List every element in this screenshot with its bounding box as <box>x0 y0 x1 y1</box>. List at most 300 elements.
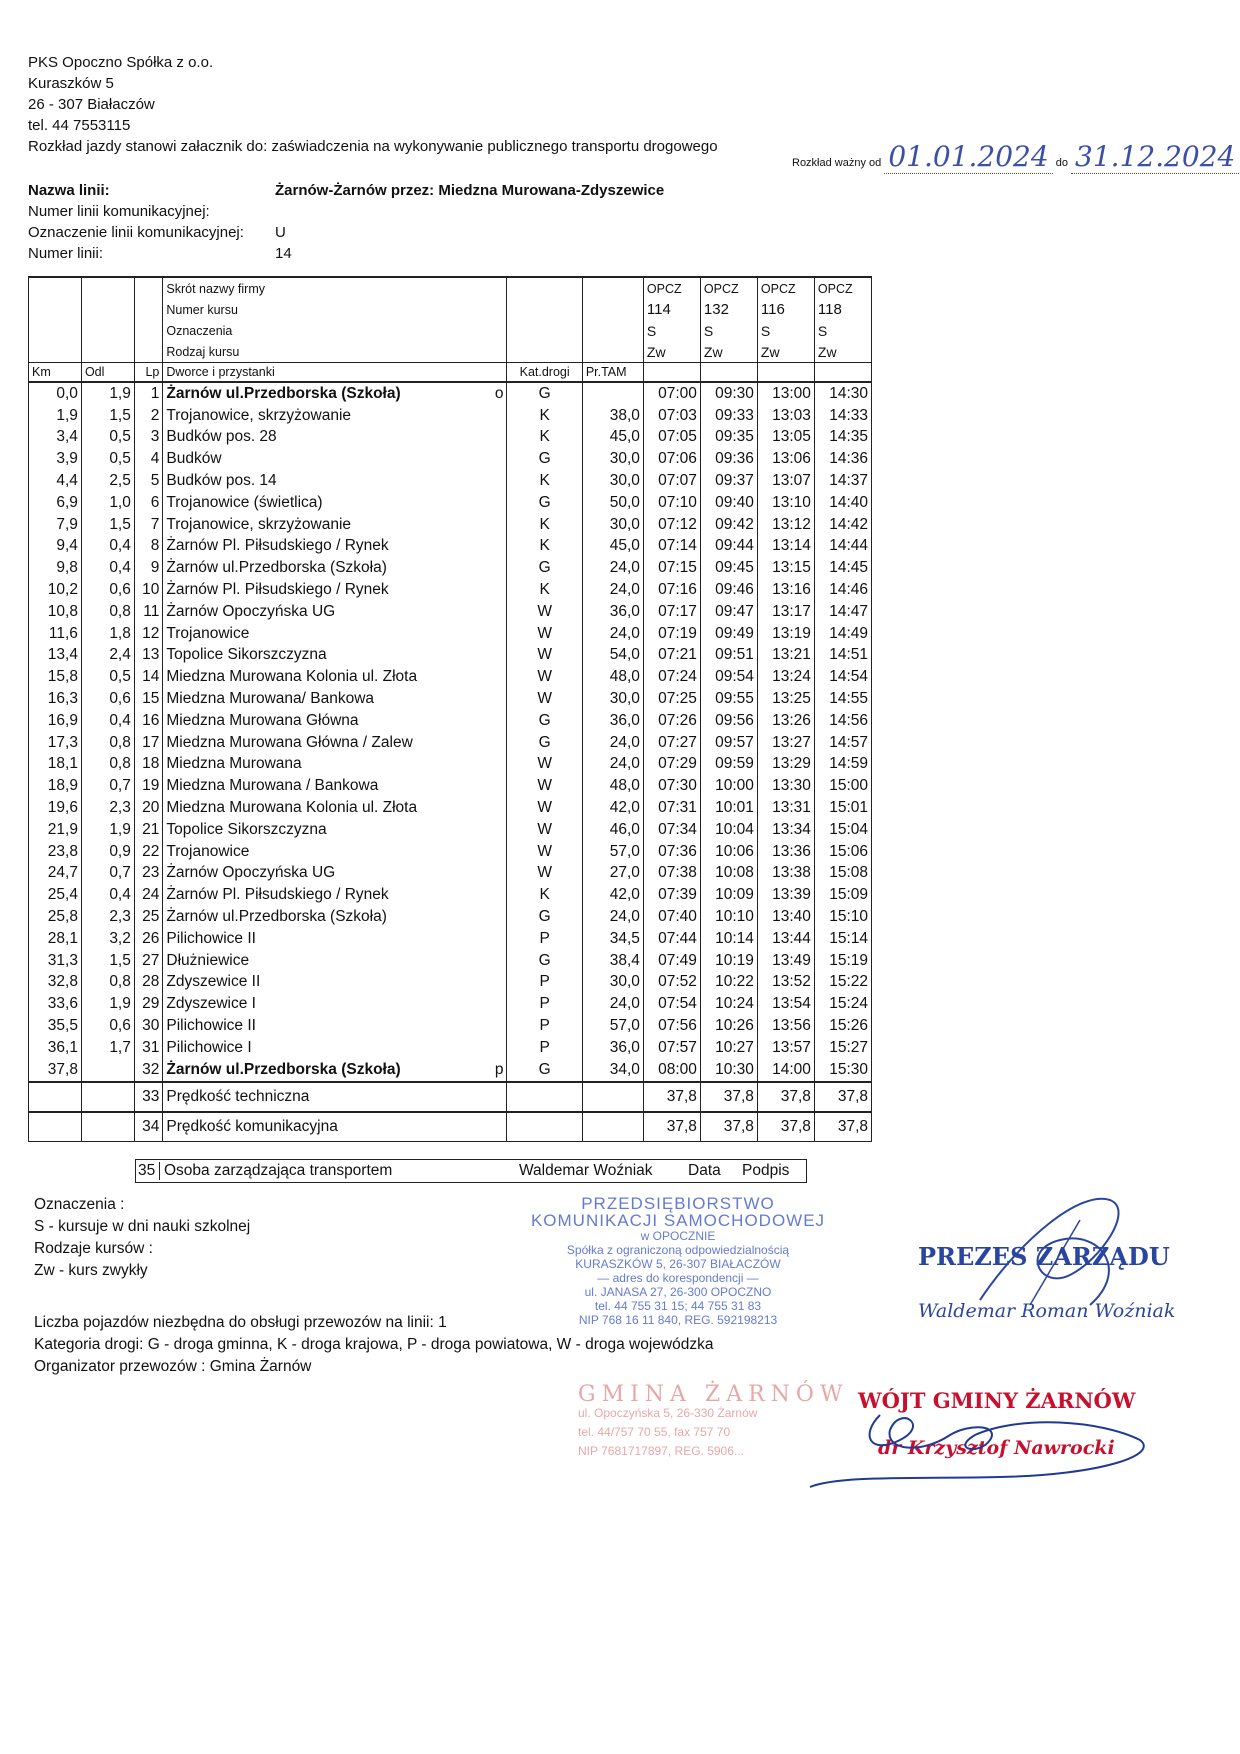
cell-distance: 1,9 <box>81 382 134 405</box>
cell-distance: 1,0 <box>81 492 134 514</box>
cell-speed: 54,0 <box>582 645 643 667</box>
stop-name: Miedzna Murowana <box>166 755 302 773</box>
course-mark: S <box>700 320 757 341</box>
cell-time: 15:01 <box>814 797 871 819</box>
cell-distance: 0,8 <box>81 754 134 776</box>
stop-name: Budków pos. 14 <box>166 472 277 490</box>
col-header-odl: Odl <box>81 363 134 383</box>
organizer: Organizator przewozów : Gmina Żarnów <box>34 1358 312 1375</box>
cell-speed: 57,0 <box>582 841 643 863</box>
cell-distance: 0,4 <box>81 710 134 732</box>
stamp-line: KURASZKÓW 5, 26-307 BIAŁACZÓW <box>575 1257 781 1271</box>
stamp-line: KOMUNIKACJI SAMOCHODOWEJ <box>530 1211 826 1230</box>
cell-time: 13:00 <box>757 382 814 405</box>
cell-time: 07:34 <box>643 819 700 841</box>
course-mark: S <box>643 320 700 341</box>
cell-km: 31,3 <box>29 950 82 972</box>
table-row <box>29 993 872 1015</box>
summary-label: Prędkość komunikacyjna <box>163 1112 507 1142</box>
cell-km: 21,9 <box>29 819 82 841</box>
cell-road-category: K <box>507 514 582 536</box>
cell-speed: 38,0 <box>582 405 643 427</box>
header-empty-km <box>29 299 82 320</box>
cell-time: 14:00 <box>757 1059 814 1082</box>
cell-lp: 13 <box>134 645 163 667</box>
cell-lp: 29 <box>134 993 163 1015</box>
cell-time: 14:59 <box>814 754 871 776</box>
header-empty-pr <box>582 299 643 320</box>
header-empty-kat <box>507 341 582 363</box>
cell-stop <box>163 382 507 405</box>
cell-lp: 27 <box>134 950 163 972</box>
stamp-line: ul. JANASA 27, 26-300 OPOCZNO <box>584 1285 772 1299</box>
cell-time: 14:45 <box>814 557 871 579</box>
cell-distance: 0,9 <box>81 841 134 863</box>
cell-km: 10,2 <box>29 579 82 601</box>
stop-name: Miedzna Murowana Główna / Zalew <box>166 733 413 751</box>
cell-time: 14:44 <box>814 536 871 558</box>
cell-speed: 30,0 <box>582 688 643 710</box>
stamp-line: ul. Opoczyńska 5, 26-330 Żarnów <box>578 1406 758 1420</box>
cell-km: 1,9 <box>29 405 82 427</box>
cell-time: 15:06 <box>814 841 871 863</box>
cell-lp: 23 <box>134 863 163 885</box>
cell-time: 07:25 <box>643 688 700 710</box>
company-city: 26 - 307 Białaczów <box>28 96 155 113</box>
cell-speed: 34,0 <box>582 1059 643 1082</box>
cell-road-category: G <box>507 950 582 972</box>
course-attribute-label: Oznaczenia <box>163 320 507 341</box>
stop-name: Dłużniewice <box>166 951 250 969</box>
cell-time: 09:46 <box>700 579 757 601</box>
cell-time: 14:37 <box>814 470 871 492</box>
cell-time: 15:30 <box>814 1059 871 1082</box>
cell-speed: 48,0 <box>582 775 643 797</box>
course-number: 114 <box>643 299 700 320</box>
stop-mark: p <box>494 1060 504 1078</box>
cell-km: 6,9 <box>29 492 82 514</box>
cell-road-category: W <box>507 601 582 623</box>
summary-label: Prędkość techniczna <box>163 1082 507 1112</box>
table-row <box>29 492 872 514</box>
header-empty-odl <box>81 320 134 341</box>
cell-road-category: P <box>507 972 582 994</box>
table-row <box>29 906 872 928</box>
cell-lp: 19 <box>134 775 163 797</box>
summary-empty <box>29 1082 82 1112</box>
cell-road-category: K <box>507 470 582 492</box>
table-row <box>29 536 872 558</box>
cell-km: 9,4 <box>29 536 82 558</box>
course-type: Zw <box>643 341 700 363</box>
cell-time: 07:56 <box>643 1015 700 1037</box>
cell-lp: 26 <box>134 928 163 950</box>
course-firm: OPCZ <box>700 277 757 299</box>
prezes-stamp-title: PREZES ZARZĄDU <box>918 1242 1170 1271</box>
cell-road-category: W <box>507 666 582 688</box>
cell-speed: 30,0 <box>582 972 643 994</box>
stop-name: Pilichowice I <box>166 1038 252 1056</box>
cell-distance: 0,4 <box>81 536 134 558</box>
cell-time: 14:33 <box>814 405 871 427</box>
summary-row <box>29 1112 872 1142</box>
course-type: Zw <box>700 341 757 363</box>
cell-distance: 0,4 <box>81 557 134 579</box>
cell-stop <box>163 928 507 950</box>
cell-time: 07:10 <box>643 492 700 514</box>
col-header-lp: Lp <box>134 363 163 383</box>
cell-km: 9,8 <box>29 557 82 579</box>
stop-name: Trojanowice, skrzyżowanie <box>166 406 352 424</box>
cell-lp: 30 <box>134 1015 163 1037</box>
cell-road-category: W <box>507 754 582 776</box>
cell-time: 15:22 <box>814 972 871 994</box>
cell-km: 16,9 <box>29 710 82 732</box>
table-row <box>29 775 872 797</box>
col-header-stops: Dworce i przystanki <box>163 363 507 383</box>
cell-speed: 38,4 <box>582 950 643 972</box>
cell-distance: 0,6 <box>81 688 134 710</box>
cell-time: 13:12 <box>757 514 814 536</box>
summary-empty <box>81 1112 134 1142</box>
summary-empty <box>507 1082 582 1112</box>
cell-time: 10:27 <box>700 1037 757 1059</box>
cell-time: 07:24 <box>643 666 700 688</box>
cell-distance: 1,9 <box>81 993 134 1015</box>
cell-speed: 24,0 <box>582 754 643 776</box>
cell-distance: 2,5 <box>81 470 134 492</box>
cell-time: 07:57 <box>643 1037 700 1059</box>
transport-manager-box <box>135 1159 807 1183</box>
cell-km: 28,1 <box>29 928 82 950</box>
cell-time: 13:17 <box>757 601 814 623</box>
header-empty-km <box>29 341 82 363</box>
course-type: Zw <box>757 341 814 363</box>
cell-time: 09:45 <box>700 557 757 579</box>
cell-time: 10:24 <box>700 993 757 1015</box>
cell-km: 3,4 <box>29 427 82 449</box>
manager-lp: 35 <box>138 1162 160 1180</box>
validity-from-date: 01.01.2024 <box>888 140 1049 173</box>
cell-time: 13:25 <box>757 688 814 710</box>
cell-time: 09:37 <box>700 470 757 492</box>
cell-stop <box>163 557 507 579</box>
table-row <box>29 863 872 885</box>
cell-stop <box>163 579 507 601</box>
cell-time: 13:30 <box>757 775 814 797</box>
cell-time: 07:14 <box>643 536 700 558</box>
cell-road-category: P <box>507 1037 582 1059</box>
cell-distance <box>81 1059 134 1082</box>
col-header-empty <box>757 363 814 383</box>
course-mark: S <box>814 320 871 341</box>
cell-time: 13:39 <box>757 884 814 906</box>
cell-road-category: G <box>507 492 582 514</box>
col-header-empty <box>814 363 871 383</box>
cell-time: 13:49 <box>757 950 814 972</box>
legend-zw: Zw - kurs zwykły <box>34 1262 148 1279</box>
cell-road-category: K <box>507 884 582 906</box>
cell-distance: 0,7 <box>81 863 134 885</box>
cell-time: 15:14 <box>814 928 871 950</box>
legend-s: S - kursuje w dni nauki szkolnej <box>34 1218 251 1235</box>
stop-name: Zdyszewice I <box>166 995 256 1013</box>
cell-distance: 0,8 <box>81 732 134 754</box>
cell-time: 13:10 <box>757 492 814 514</box>
stop-name: Budków <box>166 450 222 468</box>
cell-time: 14:30 <box>814 382 871 405</box>
cell-stop <box>163 405 507 427</box>
cell-km: 17,3 <box>29 732 82 754</box>
header-empty-kat <box>507 320 582 341</box>
stop-name: Trojanowice <box>166 842 250 860</box>
cell-lp: 31 <box>134 1037 163 1059</box>
summary-empty <box>507 1112 582 1142</box>
cell-distance: 0,8 <box>81 601 134 623</box>
stamp-line: NIP 768 16 11 840, REG. 592198213 <box>578 1313 778 1327</box>
cell-time: 13:29 <box>757 754 814 776</box>
table-row <box>29 427 872 449</box>
cell-road-category: G <box>507 1059 582 1082</box>
cell-distance: 1,7 <box>81 1037 134 1059</box>
stop-name: Trojanowice <box>166 624 250 642</box>
cell-distance: 0,5 <box>81 448 134 470</box>
cell-time: 13:27 <box>757 732 814 754</box>
summary-value: 37,8 <box>643 1082 700 1112</box>
wojt-signature <box>800 1395 1160 1490</box>
stamp-line: — adres do korespondencji — <box>597 1271 759 1285</box>
stop-name: Trojanowice (świetlica) <box>166 493 323 511</box>
table-row <box>29 884 872 906</box>
cell-stop <box>163 1015 507 1037</box>
cell-road-category: G <box>507 906 582 928</box>
manager-name: Waldemar Woźniak <box>519 1162 653 1179</box>
vehicles-count: Liczba pojazdów niezbędna do obsługi przewozów na linii: 1 <box>34 1314 447 1331</box>
cell-time: 13:06 <box>757 448 814 470</box>
cell-km: 18,1 <box>29 754 82 776</box>
cell-road-category: W <box>507 863 582 885</box>
cell-km: 16,3 <box>29 688 82 710</box>
cell-time: 07:27 <box>643 732 700 754</box>
cell-distance: 0,8 <box>81 972 134 994</box>
cell-time: 07:03 <box>643 405 700 427</box>
cell-distance: 1,5 <box>81 405 134 427</box>
summary-value: 37,8 <box>814 1112 871 1142</box>
cell-time: 10:30 <box>700 1059 757 1082</box>
cell-distance: 1,8 <box>81 623 134 645</box>
cell-stop <box>163 775 507 797</box>
cell-lp: 11 <box>134 601 163 623</box>
table-row <box>29 557 872 579</box>
cell-time: 14:49 <box>814 623 871 645</box>
table-row <box>29 405 872 427</box>
col-header-km: Km <box>29 363 82 383</box>
cell-time: 14:35 <box>814 427 871 449</box>
cell-time: 14:54 <box>814 666 871 688</box>
cell-distance: 0,5 <box>81 666 134 688</box>
cell-time: 10:19 <box>700 950 757 972</box>
cell-time: 10:06 <box>700 841 757 863</box>
cell-stop <box>163 819 507 841</box>
course-mark: S <box>757 320 814 341</box>
cell-stop <box>163 732 507 754</box>
cell-km: 10,8 <box>29 601 82 623</box>
line-nr-label: Numer linii: <box>28 245 104 262</box>
cell-time: 09:33 <box>700 405 757 427</box>
cell-km: 33,6 <box>29 993 82 1015</box>
cell-speed: 34,5 <box>582 928 643 950</box>
cell-time: 10:09 <box>700 884 757 906</box>
cell-lp: 24 <box>134 884 163 906</box>
header-empty-pr <box>582 320 643 341</box>
cell-road-category: G <box>507 710 582 732</box>
cell-speed: 24,0 <box>582 557 643 579</box>
cell-distance: 0,6 <box>81 1015 134 1037</box>
cell-stop <box>163 797 507 819</box>
header-empty-pr <box>582 341 643 363</box>
summary-value: 37,8 <box>700 1082 757 1112</box>
cell-lp: 15 <box>134 688 163 710</box>
cell-time: 10:26 <box>700 1015 757 1037</box>
course-firm: OPCZ <box>757 277 814 299</box>
footer-notes <box>34 1312 713 1378</box>
cell-time: 15:10 <box>814 906 871 928</box>
cell-time: 09:40 <box>700 492 757 514</box>
cell-time: 13:54 <box>757 993 814 1015</box>
table-row <box>29 1037 872 1059</box>
cell-road-category: P <box>507 993 582 1015</box>
cell-speed: 36,0 <box>582 1037 643 1059</box>
cell-time: 09:35 <box>700 427 757 449</box>
cell-road-category: G <box>507 557 582 579</box>
cell-time: 07:21 <box>643 645 700 667</box>
course-attribute-label: Numer kursu <box>163 299 507 320</box>
table-row <box>29 710 872 732</box>
cell-stop <box>163 688 507 710</box>
cell-time: 09:42 <box>700 514 757 536</box>
cell-distance: 1,5 <box>81 514 134 536</box>
stop-name: Żarnów Pl. Piłsudskiego / Rynek <box>166 581 389 599</box>
cell-stop <box>163 1037 507 1059</box>
cell-lp: 14 <box>134 666 163 688</box>
table-row <box>29 797 872 819</box>
cell-time: 07:36 <box>643 841 700 863</box>
stop-name: Żarnów ul.Przedborska (Szkoła) <box>166 908 387 926</box>
cell-time: 13:36 <box>757 841 814 863</box>
cell-time: 14:36 <box>814 448 871 470</box>
cell-speed: 27,0 <box>582 863 643 885</box>
cell-distance: 0,5 <box>81 427 134 449</box>
cell-road-category: P <box>507 928 582 950</box>
stamp-line: NIP 7681717897, REG. 5906... <box>578 1444 744 1458</box>
cell-time: 09:47 <box>700 601 757 623</box>
stop-name: Topolice Sikorszczyzna <box>166 646 327 664</box>
cell-lp: 12 <box>134 623 163 645</box>
cell-time: 09:51 <box>700 645 757 667</box>
course-firm: OPCZ <box>814 277 871 299</box>
cell-time: 07:54 <box>643 993 700 1015</box>
stop-name: Miedzna Murowana/ Bankowa <box>166 690 375 708</box>
wojt-stamp-title: WÓJT GMINY ŻARNÓW <box>858 1388 1136 1413</box>
cell-time: 13:05 <box>757 427 814 449</box>
cell-time: 09:56 <box>700 710 757 732</box>
cell-lp: 10 <box>134 579 163 601</box>
cell-time: 07:29 <box>643 754 700 776</box>
cell-time: 07:38 <box>643 863 700 885</box>
cell-speed: 45,0 <box>582 536 643 558</box>
cell-distance: 2,4 <box>81 645 134 667</box>
table-row <box>29 928 872 950</box>
cell-stop <box>163 492 507 514</box>
cell-stop <box>163 754 507 776</box>
cell-stop <box>163 950 507 972</box>
cell-speed: 24,0 <box>582 993 643 1015</box>
table-row <box>29 1059 872 1082</box>
course-attribute-label: Rodzaj kursu <box>163 341 507 363</box>
cell-km: 24,7 <box>29 863 82 885</box>
cell-time: 13:44 <box>757 928 814 950</box>
header-empty-lp <box>134 320 163 341</box>
cell-road-category: G <box>507 448 582 470</box>
stop-name: Zdyszewice II <box>166 973 261 991</box>
cell-time: 10:01 <box>700 797 757 819</box>
legend <box>34 1194 250 1282</box>
course-header-row <box>29 320 872 341</box>
manager-label: Osoba zarządzająca transportem <box>164 1162 393 1179</box>
cell-stop <box>163 666 507 688</box>
stop-name: Topolice Sikorszczyzna <box>166 820 327 838</box>
table-row <box>29 688 872 710</box>
line-designation-label: Oznaczenie linii komunikacyjnej: <box>28 224 244 241</box>
table-row <box>29 819 872 841</box>
cell-time: 07:26 <box>643 710 700 732</box>
cell-road-category: K <box>507 536 582 558</box>
course-number: 116 <box>757 299 814 320</box>
company-phone: tel. 44 7553115 <box>28 117 131 134</box>
cell-km: 35,5 <box>29 1015 82 1037</box>
cell-time: 09:49 <box>700 623 757 645</box>
timetable <box>28 276 872 1142</box>
cell-stop <box>163 906 507 928</box>
cell-speed: 36,0 <box>582 601 643 623</box>
cell-distance: 1,5 <box>81 950 134 972</box>
cell-lp: 21 <box>134 819 163 841</box>
cell-time: 09:36 <box>700 448 757 470</box>
cell-time: 14:57 <box>814 732 871 754</box>
stamp-line: GMINA ŻARNÓW <box>578 1382 849 1407</box>
cell-km: 18,9 <box>29 775 82 797</box>
cell-stop <box>163 448 507 470</box>
cell-speed: 24,0 <box>582 623 643 645</box>
company-header <box>28 52 718 157</box>
cell-time: 08:00 <box>643 1059 700 1082</box>
cell-time: 09:55 <box>700 688 757 710</box>
summary-lp: 34 <box>134 1112 163 1142</box>
cell-speed: 30,0 <box>582 448 643 470</box>
cell-speed: 24,0 <box>582 906 643 928</box>
table-row <box>29 579 872 601</box>
cell-km: 25,4 <box>29 884 82 906</box>
cell-time: 15:08 <box>814 863 871 885</box>
cell-speed: 30,0 <box>582 514 643 536</box>
cell-road-category: P <box>507 1015 582 1037</box>
cell-time: 13:38 <box>757 863 814 885</box>
column-header-row <box>29 363 872 383</box>
cell-km: 19,6 <box>29 797 82 819</box>
stop-name: Żarnów Opoczyńska UG <box>166 602 336 620</box>
summary-empty <box>582 1112 643 1142</box>
cell-km: 23,8 <box>29 841 82 863</box>
